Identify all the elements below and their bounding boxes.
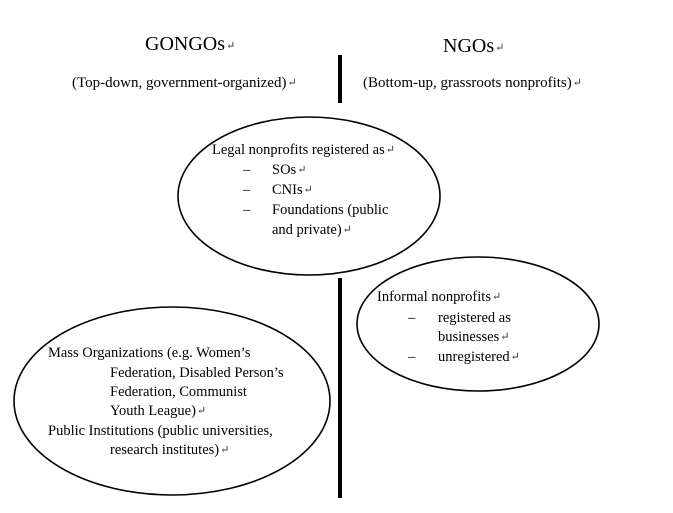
right-ellipse-item: unregistered↵ bbox=[438, 349, 520, 365]
bullet-marker: – bbox=[243, 202, 251, 218]
left-ellipse-line: Youth League)↵ bbox=[110, 403, 207, 419]
paragraph-mark: ↵ bbox=[500, 331, 510, 343]
center-ellipse-heading: Legal nonprofits registered as↵ bbox=[212, 142, 395, 158]
bullet-marker: – bbox=[243, 182, 251, 198]
paragraph-mark: ↵ bbox=[385, 144, 395, 156]
left-ellipse-line: Public Institutions (public universities, bbox=[48, 423, 273, 439]
center-ellipse-item: and private)↵ bbox=[272, 222, 352, 238]
right-ellipse-item: registered as bbox=[438, 310, 511, 326]
left-ellipse-line: Federation, Disabled Person’s bbox=[110, 365, 284, 381]
left-ellipse-shape bbox=[14, 307, 330, 495]
paragraph-mark: ↵ bbox=[297, 164, 307, 176]
left-column-subtitle: (Top-down, government-organized)↵ bbox=[72, 75, 297, 91]
right-ellipse-item: businesses↵ bbox=[438, 329, 510, 345]
paragraph-mark: ↵ bbox=[220, 444, 230, 456]
left-ellipse-line: research institutes)↵ bbox=[110, 442, 230, 458]
center-ellipse-item: SOs↵ bbox=[272, 162, 307, 178]
right-column-title: NGOs↵ bbox=[443, 35, 505, 57]
bullet-marker: – bbox=[408, 310, 416, 326]
left-ellipse-line: Mass Organizations (e.g. Women’s bbox=[48, 345, 251, 361]
paragraph-mark: ↵ bbox=[495, 42, 505, 54]
right-column-subtitle: (Bottom-up, grassroots nonprofits)↵ bbox=[363, 75, 582, 91]
paragraph-mark: ↵ bbox=[491, 291, 502, 303]
paragraph-mark: ↵ bbox=[226, 40, 236, 52]
paragraph-mark: ↵ bbox=[303, 184, 313, 196]
paragraph-mark: ↵ bbox=[342, 224, 352, 236]
left-column-title: GONGOs↵ bbox=[145, 33, 236, 55]
paragraph-mark: ↵ bbox=[287, 77, 297, 89]
center-ellipse-item: CNIs↵ bbox=[272, 182, 313, 198]
paragraph-mark: ↵ bbox=[510, 351, 520, 363]
paragraph-mark: ↵ bbox=[572, 77, 582, 89]
bullet-marker: – bbox=[243, 162, 251, 178]
paragraph-mark: ↵ bbox=[196, 405, 207, 417]
bullet-marker: – bbox=[408, 349, 416, 365]
right-ellipse-heading: Informal nonprofits↵ bbox=[377, 289, 502, 305]
left-ellipse-line: Federation, Communist bbox=[110, 384, 247, 400]
center-ellipse-item: Foundations (public bbox=[272, 202, 389, 218]
